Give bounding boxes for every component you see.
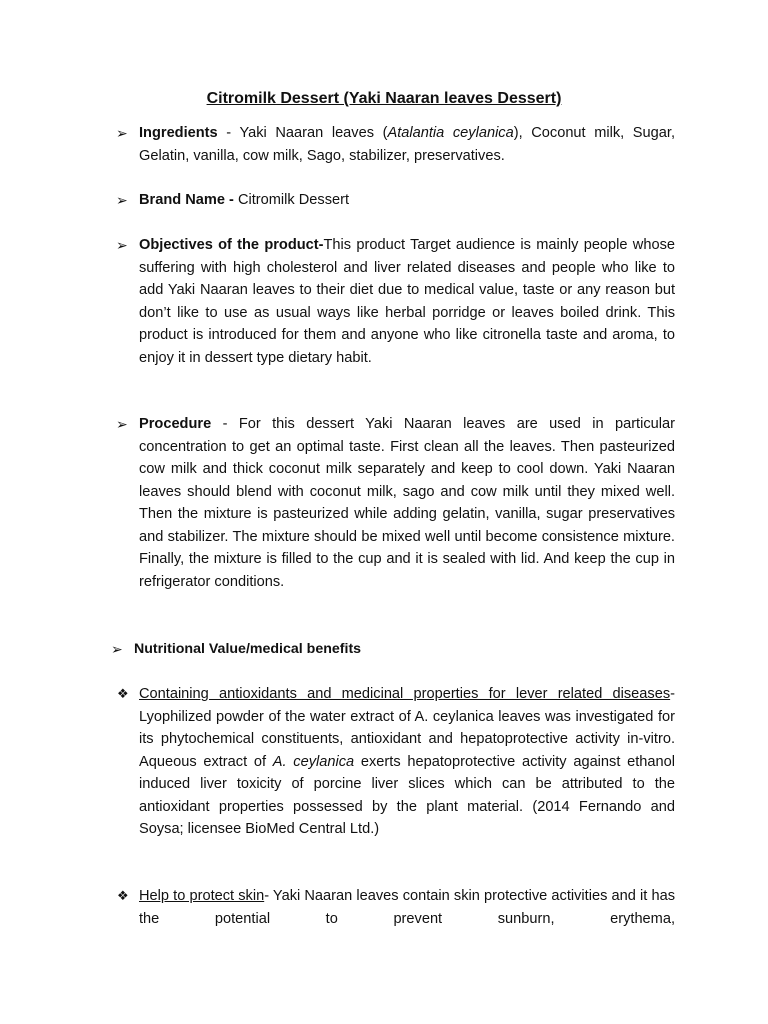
diamond-bullet-icon: ❖ — [117, 686, 129, 701]
benefit-antioxidant-text-post: exerts hepatoprotective activity against ethanol induced liver toxicity of porcine liver slices which can be attributed to the antioxidant properties possessed by the plant material. (2014 Fernando and Soysa; licensee BioMed Central Ltd.) — [139, 753, 676, 837]
arrow-bullet-icon: ➢ — [116, 416, 128, 432]
arrow-bullet-icon: ➢ — [116, 237, 128, 253]
ingredients-scientific-name: Atalantia ceylanica — [387, 125, 514, 141]
diamond-bullet-icon: ❖ — [117, 888, 129, 903]
benefit-skin-paragraph — [139, 885, 675, 930]
brand-label: Brand Name - — [139, 192, 234, 208]
objectives-text: This product Target audience is mainly people whose suffering with high cholesterol and liver related diseases and people who like to add Yaki Naaran leaves to their diet due to medical value, taste or any reason but don’t like to use as usual ways like herbal porridge or leaves boiled drink. This product is introduced for them and anyone who like citronella taste and aroma, to enjoy it in dessert type dietary habit. — [139, 237, 675, 366]
nutrition-heading: Nutritional Value/medical benefits — [134, 641, 362, 657]
ingredients-label: Ingredients — [139, 125, 218, 141]
arrow-bullet-icon: ➢ — [116, 125, 128, 141]
title-text: Citromilk Dessert (Yaki Naaran leaves Dessert) — [206, 90, 562, 107]
brand-paragraph — [139, 189, 675, 212]
benefit-antioxidant-paragraph — [139, 683, 675, 841]
procedure-label: Procedure — [139, 416, 212, 432]
objectives-label: Objectives of the product- — [139, 237, 324, 253]
ingredients-text-pre: - Yaki Naaran leaves ( — [217, 125, 388, 141]
ingredients-text-post: ), Coconut milk, Sugar, Gelatin, vanilla, cow milk, Sago, stabilizer, preservatives. — [139, 125, 675, 164]
arrow-bullet-icon: ➢ — [111, 641, 123, 657]
procedure-text: - For this dessert Yaki Naaran leaves are used in particular concentration to get an optimal taste. First clean all the leaves. Then pasteurized cow milk and thick coconut milk separately and keep to cool down. Yaki Naaran leaves should blend with coconut milk, sago and cow milk until they mixed well. Then the mixture is pasteurized while adding gelatin, vanilla, sugar preservatives and stabilizer. The mixture should be mixed well until become consistence mixture. Finally, the mixture is filled to the cup and it is sealed with lid. And keep the cup in refrigerator conditions. — [139, 416, 675, 590]
brand-value: Citromilk Dessert — [233, 192, 350, 208]
benefit-antioxidant-heading: Containing antioxidants and medicinal properties for lever related diseases — [139, 686, 671, 702]
benefit-antioxidant-scientific-name: A. ceylanica — [272, 753, 355, 770]
document-title — [0, 88, 768, 110]
benefit-antioxidant-text-pre: - Lyophilized powder of the water extract of A. ceylanica leaves was investigated for its phytochemical constituents, antioxidant and hepatoprotective activity in-vitro. Aqueous extract of — [139, 686, 675, 770]
benefit-skin-heading: Help to protect skin — [139, 888, 265, 904]
arrow-bullet-icon: ➢ — [116, 192, 128, 208]
ingredients-paragraph — [139, 122, 675, 167]
benefit-skin-text: - Yaki Naaran leaves contain skin protective activities and it has the potential to prevent sunburn, erythema, — [139, 888, 675, 927]
procedure-paragraph — [139, 413, 675, 593]
objectives-paragraph — [139, 234, 675, 369]
